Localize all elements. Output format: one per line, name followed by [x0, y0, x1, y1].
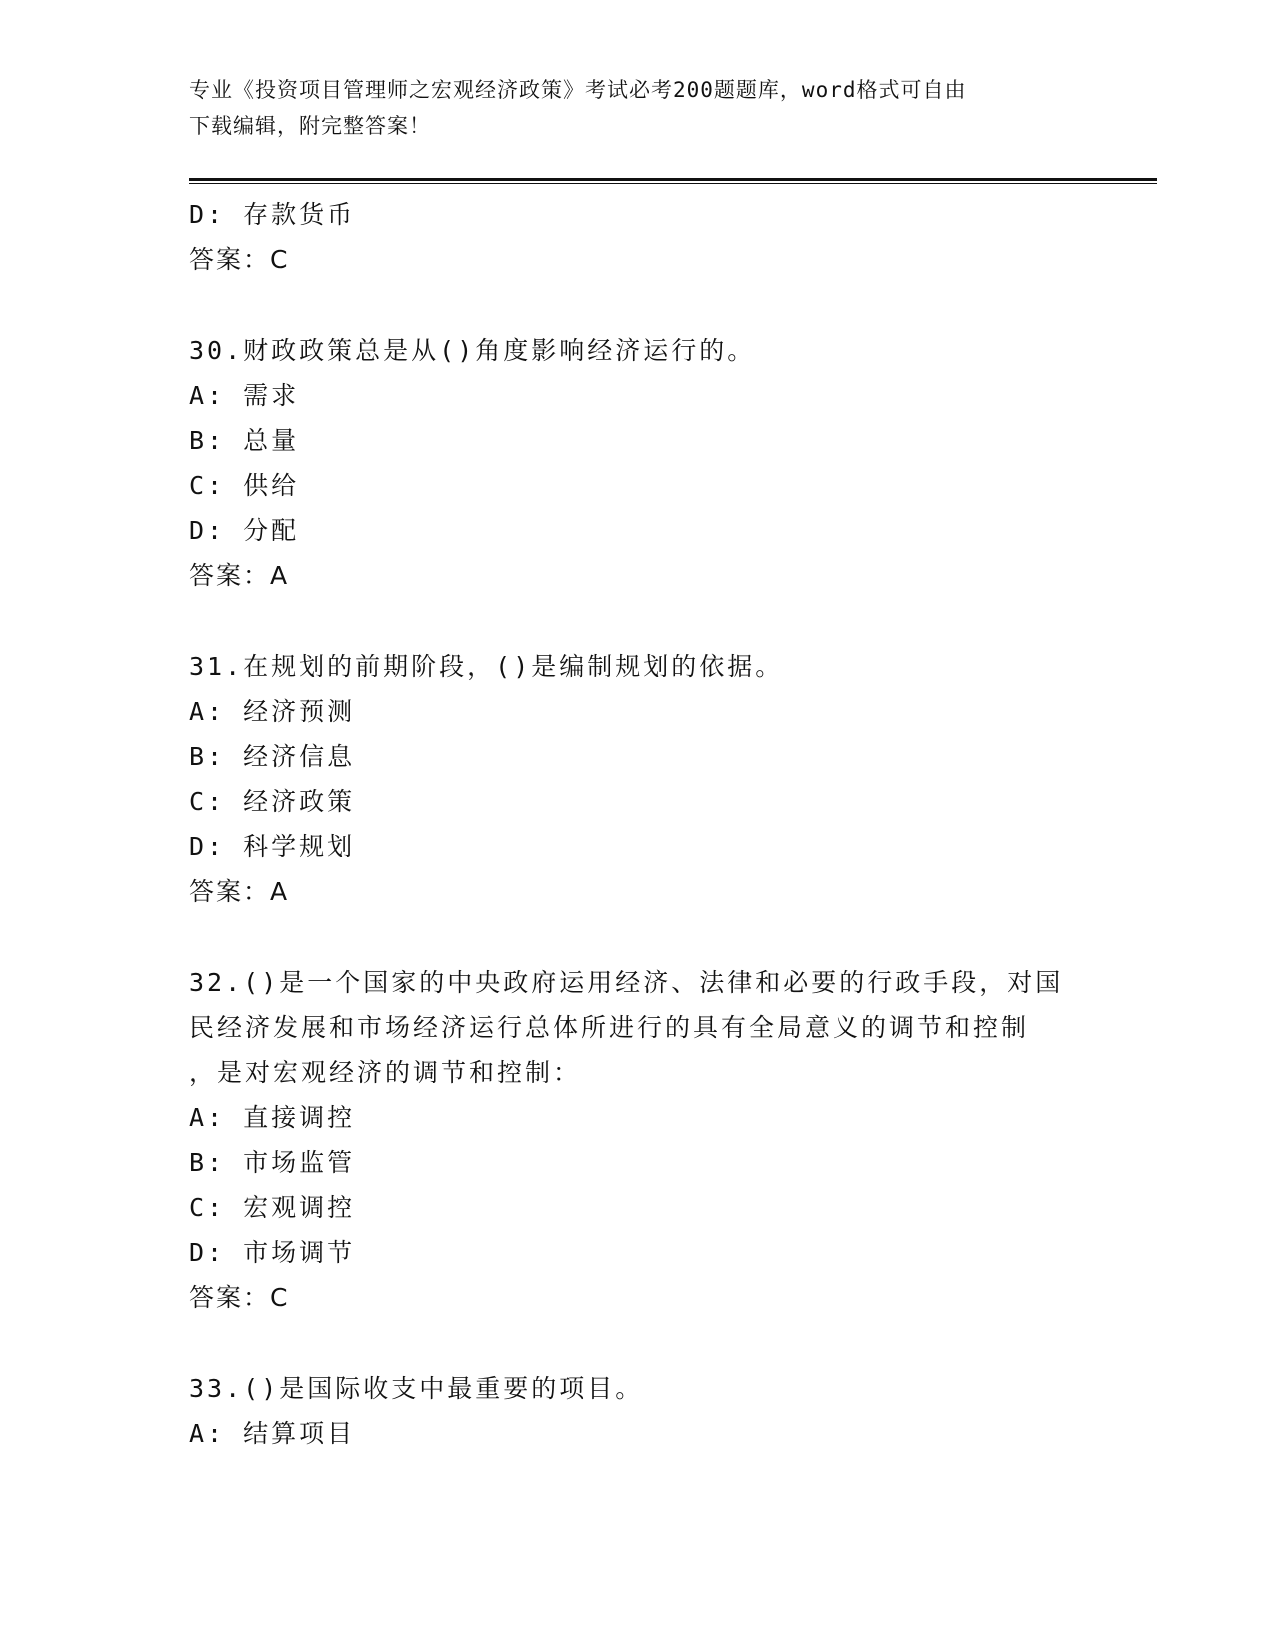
question-32	[189, 960, 1089, 1320]
header-divider-thick	[189, 178, 1157, 181]
prev-answer: 答案：C	[189, 245, 290, 274]
question-stem-line-2: 民经济发展和市场经济运行总体所进行的具有全局意义的调节和控制	[189, 1013, 1030, 1042]
option-a: A: 需求	[189, 381, 300, 410]
question-list	[189, 192, 1089, 1456]
header-line-2: 下载编辑，附完整答案！	[189, 114, 431, 138]
option-a: A: 结算项目	[189, 1419, 356, 1448]
answer: 答案：A	[189, 877, 290, 906]
option-c: C: 宏观调控	[189, 1193, 356, 1222]
option-d: D: 分配	[189, 516, 300, 545]
document-header	[189, 72, 1069, 144]
option-a: A: 直接调控	[189, 1103, 356, 1132]
option-d: D: 市场调节	[189, 1238, 356, 1267]
question-30	[189, 328, 1089, 598]
option-a: A: 经济预测	[189, 697, 356, 726]
spacer	[189, 914, 1089, 960]
question-stem-line-1: 32.()是一个国家的中央政府运用经济、法律和必要的行政手段，对国	[189, 968, 1064, 997]
answer: 答案：C	[189, 1283, 290, 1312]
spacer	[189, 282, 1089, 328]
spacer	[189, 1320, 1089, 1366]
question-31	[189, 644, 1089, 914]
option-b: B: 经济信息	[189, 742, 356, 771]
prev-option-d: D: 存款货币	[189, 200, 356, 229]
option-b: B: 总量	[189, 426, 300, 455]
header-line-1: 专业《投资项目管理师之宏观经济政策》考试必考200题题库，word格式可自由	[189, 78, 967, 102]
answer: 答案：A	[189, 561, 290, 590]
option-b: B: 市场监管	[189, 1148, 356, 1177]
spacer	[189, 598, 1089, 644]
question-stem: 30.财政政策总是从()角度影响经济运行的。	[189, 336, 756, 365]
question-33	[189, 1366, 1089, 1456]
question-stem-line-3: ，是对宏观经济的调节和控制：	[189, 1058, 582, 1087]
question-stem: 31.在规划的前期阶段，()是编制规划的依据。	[189, 652, 784, 681]
option-c: C: 经济政策	[189, 787, 356, 816]
option-c: C: 供给	[189, 471, 300, 500]
option-d: D: 科学规划	[189, 832, 356, 861]
question-stem: 33.()是国际收支中最重要的项目。	[189, 1374, 644, 1403]
header-divider-thin	[189, 183, 1157, 184]
